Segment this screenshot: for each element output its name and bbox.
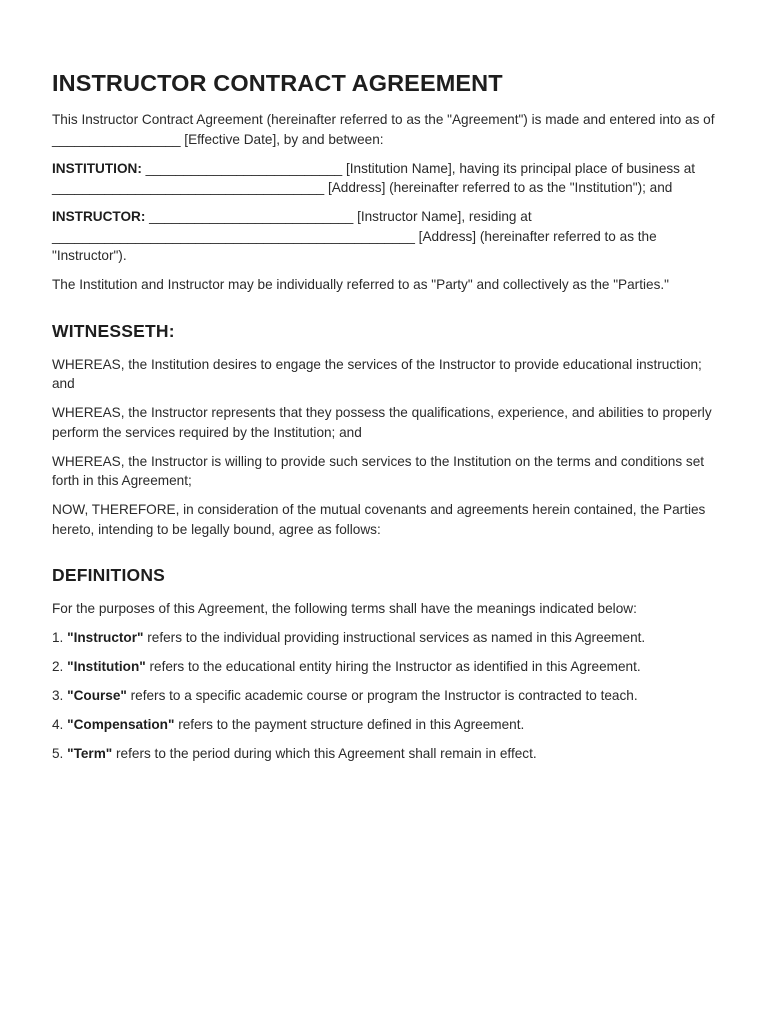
- whereas-paragraph-1: WHEREAS, the Institution desires to engage the services of the Instructor to provide educational instruction; and: [52, 356, 702, 391]
- definition-text: refers to a specific academic course or program the Instructor is contracted to teach.: [126, 688, 638, 703]
- definition-item: [52, 628, 718, 648]
- now-therefore-paragraph: NOW, THEREFORE, in consideration of the mutual covenants and agreements herein contained, the Parties hereto, intending to be legally bound, agree as follows:: [52, 502, 706, 537]
- instructor-label: INSTRUCTOR:: [52, 209, 146, 224]
- definition-number: 5.: [52, 746, 68, 761]
- witnesseth-heading: WITNESSETH:: [52, 320, 175, 341]
- instructor-paragraph: [52, 207, 718, 266]
- definitions-intro: For the purposes of this Agreement, the following terms shall have the meanings indicated below:: [52, 601, 637, 616]
- definition-item: [52, 686, 718, 706]
- definition-term: "Term": [67, 746, 113, 761]
- definition-term: "Compensation": [67, 717, 175, 732]
- institution-label: INSTITUTION:: [52, 160, 142, 176]
- definitions-heading: DEFINITIONS: [52, 565, 166, 585]
- document-title: INSTRUCTOR CONTRACT AGREEMENT: [52, 70, 503, 96]
- definition-number: 3.: [52, 688, 68, 703]
- instructor-text: ___________________________ [Instructor Name], residing at ________________________________________________ [Address] (hereinafter referred to as the "Instructor").: [52, 209, 657, 263]
- definition-term: "Course": [67, 688, 127, 703]
- definition-text: refers to the period during which this Agreement shall remain in effect.: [112, 746, 537, 761]
- definition-number: 4.: [52, 717, 68, 732]
- definition-text: refers to the educational entity hiring the Instructor as identified in this Agreement.: [145, 659, 641, 674]
- definition-item: [52, 657, 718, 677]
- definition-item: [52, 715, 718, 735]
- definition-text: refers to the individual providing instructional services as named in this Agreement.: [143, 630, 646, 645]
- definition-item: [52, 744, 718, 764]
- definition-number: 1.: [52, 630, 68, 645]
- institution-text: __________________________ [Institution Name], having its principal place of business at ____________________________________ [Address] (hereinafter referred to as the "Institution"); and: [52, 160, 696, 195]
- definition-text: refers to the payment structure defined in this Agreement.: [174, 717, 525, 732]
- definition-term: "Instructor": [67, 630, 144, 645]
- definition-term: "Institution": [67, 659, 146, 674]
- whereas-paragraph-3: WHEREAS, the Instructor is willing to provide such services to the Institution on the terms and conditions set forth in this Agreement;: [52, 453, 705, 488]
- parties-paragraph: The Institution and Instructor may be individually referred to as "Party" and collectively as the "Parties.": [52, 277, 669, 292]
- institution-paragraph: [52, 159, 718, 198]
- intro-paragraph: This Instructor Contract Agreement (hereinafter referred to as the "Agreement") is made and entered into as of _________________ [Effective Date], by and between:: [52, 112, 715, 147]
- definition-number: 2.: [52, 659, 68, 674]
- whereas-paragraph-2: WHEREAS, the Instructor represents that they possess the qualifications, experience, and abilities to properly perform the services required by the Institution; and: [52, 405, 712, 440]
